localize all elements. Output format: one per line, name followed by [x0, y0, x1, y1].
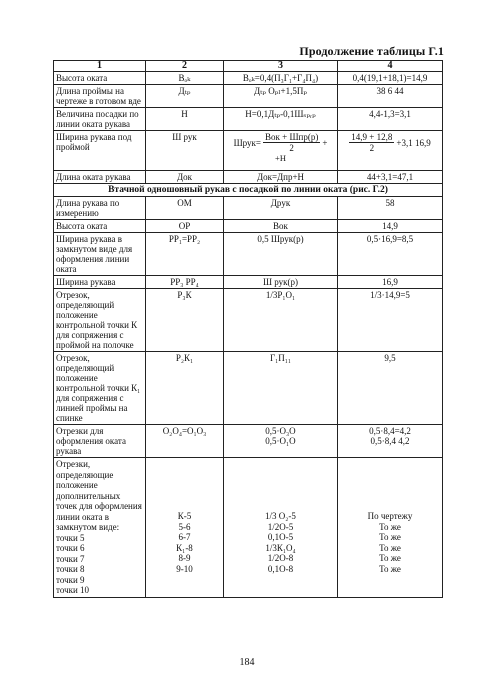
- row-text: 1/3К₁О₄: [265, 542, 296, 553]
- cell-name: [54, 458, 146, 598]
- fraction: [263, 132, 320, 153]
- row-text: То же: [379, 563, 401, 574]
- formula-tail: +: [322, 137, 328, 148]
- cell-formula: Друк: [224, 197, 338, 220]
- cell-symbol: Док: [146, 171, 224, 184]
- table-header-row: [54, 61, 443, 72]
- cell-value: [338, 425, 443, 458]
- fraction: [349, 132, 394, 153]
- cell-formula: 1/3Р₁О₁: [224, 289, 338, 352]
- row-text: К-5: [177, 511, 192, 521]
- table-row: [54, 72, 443, 85]
- row-text: По чертежу: [367, 511, 413, 521]
- row-text: 1/3 О₂-5: [265, 511, 296, 521]
- data-table: [53, 60, 443, 598]
- section-title: Втачной одношовный рукав с посадкой по линии оката (рис. Г.2): [54, 184, 443, 197]
- fraction-formula: [234, 132, 328, 153]
- row-text: 0,1О-5: [267, 532, 294, 542]
- cell-name: Отрезок, определяющий положение контрольной точки К₁ для сопряжения с линией проймы на спинке: [54, 352, 146, 425]
- table-row: [54, 233, 443, 276]
- formula-line: 0,5·О₃О: [265, 426, 296, 436]
- row-text: То же: [379, 542, 401, 553]
- cell-name: Длина рукава по измерению: [54, 197, 146, 220]
- cell-symbol: Дₜₚ: [146, 85, 224, 108]
- formula-line: 0,5·О₁О: [265, 436, 296, 446]
- cell-value: 44+3,1=47,1: [338, 171, 443, 184]
- cell-symbol: Вₒₖ: [146, 72, 224, 85]
- cell-formula: [224, 458, 338, 598]
- table-row: [54, 425, 443, 458]
- row-text: 8-9: [178, 553, 191, 563]
- cell-symbol: РР₃ РР₄: [146, 276, 224, 289]
- cell-value: [338, 131, 443, 171]
- row-text: 1/2О-5: [267, 521, 294, 532]
- row-text: То же: [379, 553, 401, 563]
- cell-formula: [224, 131, 338, 171]
- cell-symbol: [146, 458, 224, 598]
- cell-name: Ширина рукава под проймой: [54, 131, 146, 171]
- table-row: [54, 85, 443, 108]
- cell-formula: Вₒₖ=0,4(П₃Г₁+Г₄П₄): [224, 72, 338, 85]
- cell-symbol: Н: [146, 108, 224, 131]
- cell-name: Высота оката: [54, 220, 146, 233]
- table-row: [54, 458, 443, 598]
- fraction-denominator: 2: [289, 143, 294, 153]
- value-line: 0,5·8,4 4,2: [370, 436, 410, 446]
- cell-formula: Вок: [224, 220, 338, 233]
- cell-formula: Г₁П₁₁: [224, 352, 338, 425]
- cell-value: 1/3·14,9=5: [338, 289, 443, 352]
- value-tail: +3,1 16,9: [396, 137, 431, 148]
- cell-name: Величина посадки по линии оката рукава: [54, 108, 146, 131]
- fraction-denominator: 2: [369, 143, 375, 153]
- cell-symbol: Ш рук: [146, 131, 224, 171]
- row-text: точки 6: [56, 543, 85, 553]
- cell-symbol: РР₁=РР₂: [146, 233, 224, 276]
- cell-formula: Дₜₚ Оₚₗ+1,5Пₚ: [224, 85, 338, 108]
- formula-lhs: Шрук=: [233, 137, 261, 148]
- table-row: [54, 197, 443, 220]
- cell-value: 4,4-1,3=3,1: [338, 108, 443, 131]
- row-text: 9-10: [176, 563, 193, 574]
- row-text: Отрезки, определяющие положение дополнительных точек для оформления линии оката в замкнутом виде:: [56, 459, 142, 532]
- cell-formula: Н=0,1Дₜₚ-0,1Шₛₚᵣₚ: [224, 108, 338, 131]
- cell-value: 58: [338, 197, 443, 220]
- fraction-value: [349, 132, 430, 153]
- cell-name: Ширина рукава в замкнутом виде для оформления линии оката: [54, 233, 146, 276]
- cell-symbol: ОМ: [146, 197, 224, 220]
- cell-formula: Ш рук(р): [224, 276, 338, 289]
- table-row: [54, 171, 443, 184]
- cell-value: 16,9: [338, 276, 443, 289]
- fraction-numerator: Вок + Шпр(р): [265, 132, 319, 142]
- table-row: [54, 108, 443, 131]
- cell-formula: 0,5 Шрук(р): [224, 233, 338, 276]
- table-row: [54, 289, 443, 352]
- section-row: [54, 184, 443, 197]
- row-text: То же: [379, 532, 401, 542]
- cell-value: [338, 458, 443, 598]
- cell-name: Ширина рукава: [54, 276, 146, 289]
- cell-formula: Док=Дпр+Н: [224, 171, 338, 184]
- header-col-3: 3: [224, 61, 338, 72]
- row-text: 0,1О-8: [267, 563, 294, 574]
- table-row: [54, 276, 443, 289]
- cell-symbol: ОР: [146, 220, 224, 233]
- row-text: То же: [379, 521, 401, 532]
- cell-value: 0,5·16,9=8,5: [338, 233, 443, 276]
- cell-name: Длина проймы на чертеже в готовом вде: [54, 85, 146, 108]
- row-text: точки 9: [56, 574, 85, 585]
- header-col-1: 1: [54, 61, 146, 72]
- table-row: [54, 220, 443, 233]
- row-text: 6-7: [178, 532, 191, 542]
- table-caption: Продолжение таблицы Г.1: [299, 44, 444, 58]
- header-col-2: 2: [146, 61, 224, 72]
- cell-value: 38 6 44: [338, 85, 443, 108]
- page-number: 184: [239, 657, 255, 668]
- table-row: [54, 352, 443, 425]
- cell-symbol: О₂О₄=О₁О₃: [146, 425, 224, 458]
- cell-formula: [224, 425, 338, 458]
- formula-tail-2: +Н: [275, 153, 286, 163]
- row-text: точки 7: [56, 553, 85, 564]
- cell-symbol: Р₂К₁: [146, 352, 224, 425]
- row-text: точки 5: [56, 532, 85, 543]
- cell-name: Длина оката рукава: [54, 171, 146, 184]
- cell-value: 0,4(19,1+18,1)=14,9: [338, 72, 443, 85]
- table-row: [54, 131, 443, 171]
- cell-value: 14,9: [338, 220, 443, 233]
- value-line: 0,5·8,4=4,2: [369, 426, 411, 436]
- fraction-numerator: 14,9 + 12,8: [351, 132, 393, 142]
- header-col-4: 4: [338, 61, 443, 72]
- cell-name: Высота оката: [54, 72, 146, 85]
- cell-symbol: Р₃К: [146, 289, 224, 352]
- row-text: 5-6: [178, 521, 191, 532]
- row-text: 1/2О-8: [267, 553, 294, 563]
- cell-name: Отрезки для оформления оката рукава: [54, 425, 146, 458]
- row-text: К₁-8: [176, 542, 193, 553]
- row-text: точки 8: [56, 564, 85, 574]
- cell-value: 9,5: [338, 352, 443, 425]
- cell-name: Отрезок, определяющий положение контрольной точки К для сопряжения с проймой на полочке: [54, 289, 146, 352]
- row-text: точки 10: [56, 585, 90, 595]
